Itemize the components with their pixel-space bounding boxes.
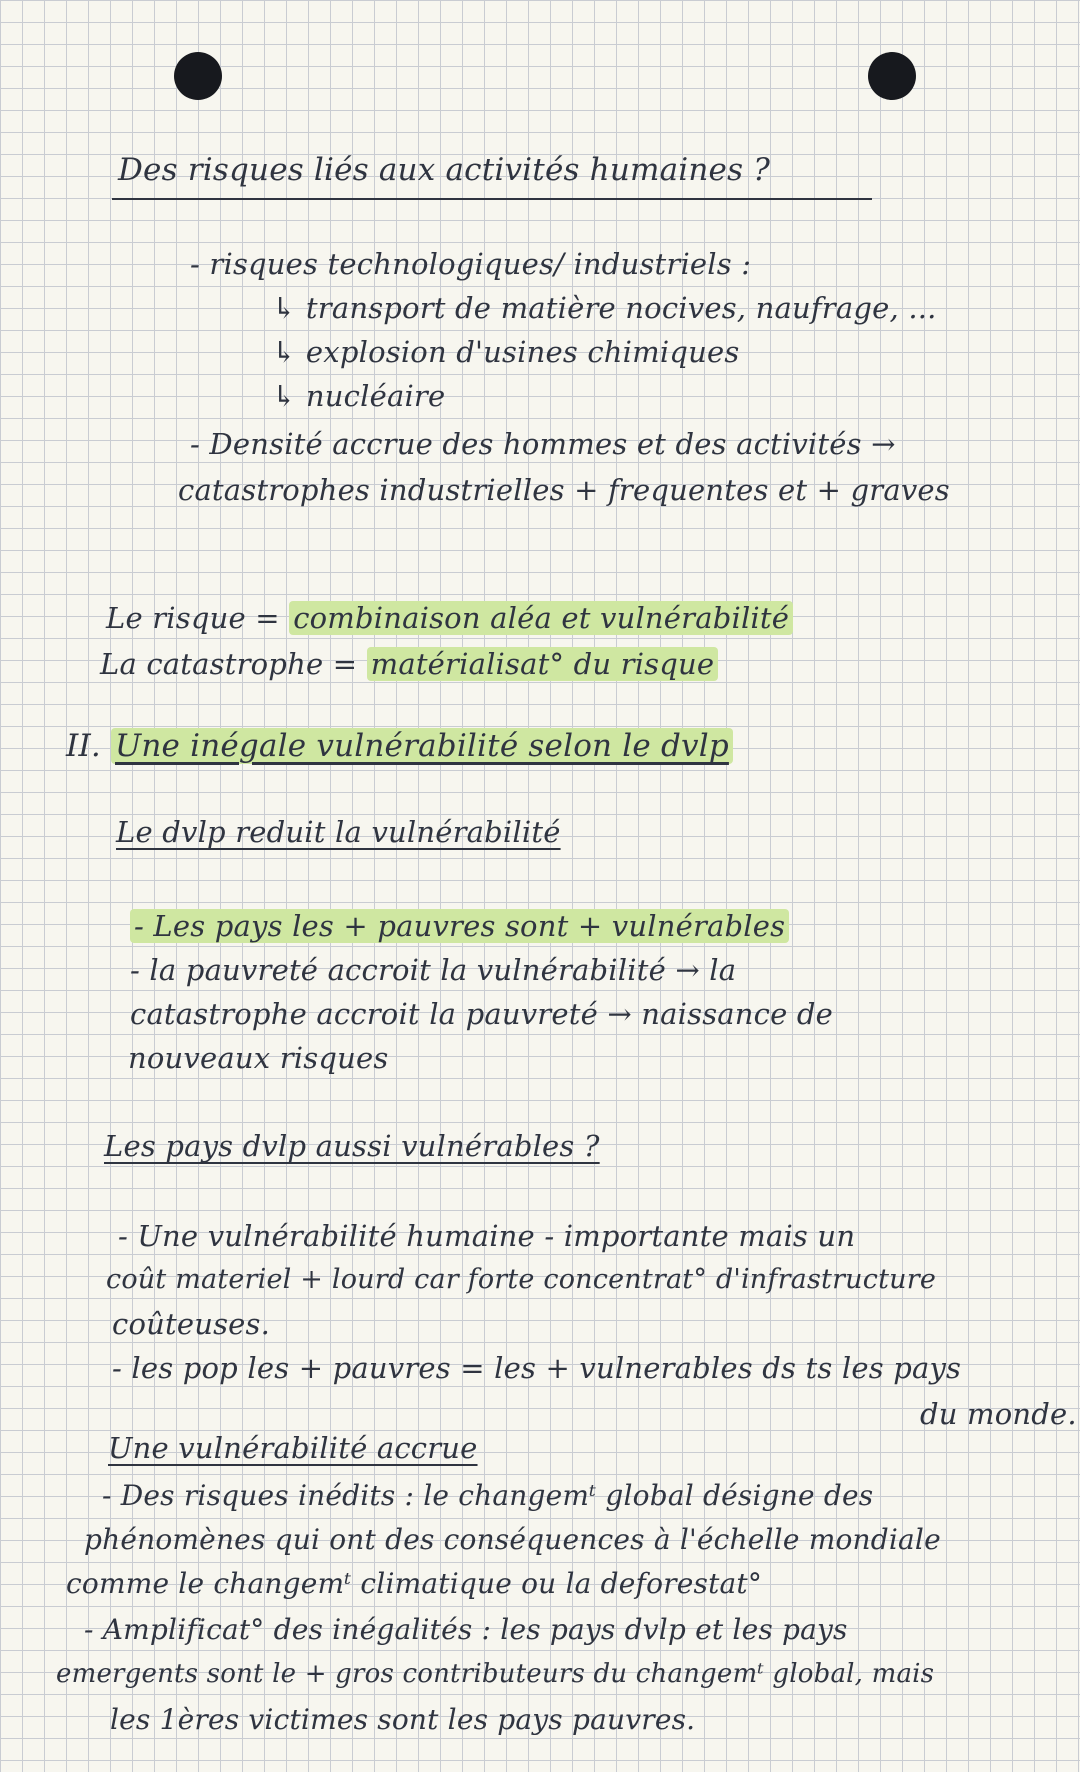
list-item: catastrophe accroit la pauvreté → naissance de <box>130 997 833 1031</box>
list-item: - risques technologiques/ industriels : <box>190 247 752 281</box>
list-item: coût materiel + lourd car forte concentrat° d'infrastructure <box>106 1264 937 1295</box>
definition-risque <box>106 600 793 636</box>
section-title: Une inégale vulnérabilité selon le dvlp <box>111 728 733 764</box>
definition-catastrophe <box>100 646 718 682</box>
definition-label: La catastrophe = <box>100 647 367 681</box>
highlighted-text: combinaison aléa et vulnérabilité <box>289 601 793 635</box>
list-item: - Amplificat° des inégalités : les pays dvlp et les pays <box>84 1613 848 1646</box>
section-heading <box>66 728 733 764</box>
list-item: du monde. <box>920 1397 1077 1431</box>
list-item: - Densité accrue des hommes et des activités → <box>190 427 896 461</box>
list-item: - la pauvreté accroit la vulnérabilité → la <box>130 953 737 987</box>
list-item: les 1ères victimes sont les pays pauvres. <box>110 1703 696 1736</box>
subsection-title: Une vulnérabilité accrue <box>108 1431 478 1465</box>
list-item <box>130 908 789 944</box>
list-item: nouveaux risques <box>128 1041 389 1075</box>
list-item: - Des risques inédits : le changemᵗ global désigne des <box>102 1479 874 1512</box>
punch-hole-left <box>174 52 222 100</box>
highlighted-text: - Les pays les + pauvres sont + vulnérables <box>130 909 789 943</box>
highlighted-text: matérialisat° du risque <box>367 647 719 681</box>
list-item: catastrophes industrielles + frequentes et + graves <box>178 473 950 507</box>
list-item: ↳ explosion d'usines chimiques <box>272 335 740 369</box>
page-title: Des risques liés aux activités humaines ? <box>118 152 771 188</box>
subsection-title: Les pays dvlp aussi vulnérables ? <box>104 1129 600 1163</box>
list-item: ↳ nucléaire <box>272 379 446 413</box>
list-item: - Une vulnérabilité humaine - importante mais un <box>118 1219 856 1253</box>
list-item: ↳ transport de matière nocives, naufrage, ... <box>272 291 937 325</box>
list-item: - les pop les + pauvres = les + vulnerables ds ts les pays <box>112 1351 962 1385</box>
list-item: emergents sont le + gros contributeurs du changemᵗ global, mais <box>56 1659 935 1689</box>
title-underline <box>112 198 872 200</box>
list-item: coûteuses. <box>112 1307 271 1341</box>
list-item: phénomènes qui ont des conséquences à l'échelle mondiale <box>84 1523 941 1556</box>
list-item: comme le changemᵗ climatique ou la deforestat° <box>66 1567 763 1600</box>
subsection-title: Le dvlp reduit la vulnérabilité <box>116 815 561 849</box>
section-number: II. <box>66 728 101 764</box>
punch-hole-right <box>868 52 916 100</box>
definition-label: Le risque = <box>106 601 290 635</box>
